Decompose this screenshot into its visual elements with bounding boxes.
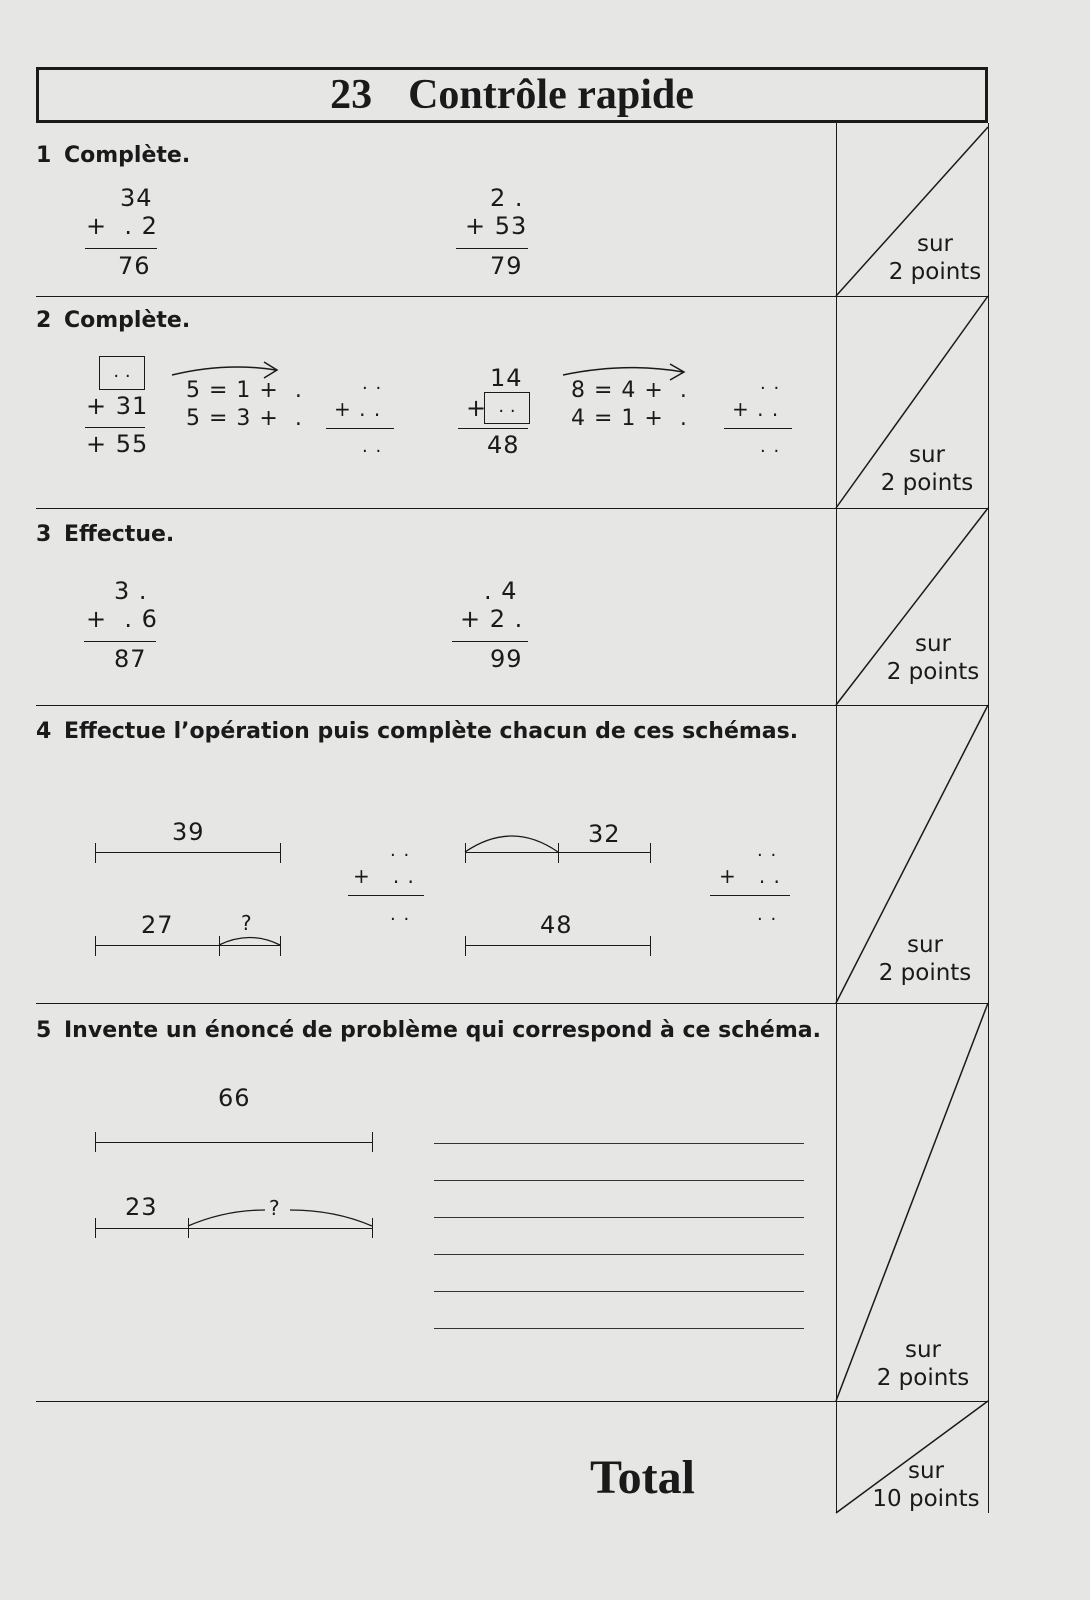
q4-right-calc-res: . . (757, 904, 778, 925)
answer-writing-line[interactable] (434, 1217, 804, 1218)
q2b-top: 14 (490, 364, 523, 392)
q2b-eq2: 4 = 1 + . (571, 406, 688, 431)
answer-writing-line[interactable] (434, 1254, 804, 1255)
tick (95, 1132, 96, 1152)
score-cell-1: sur 2 points (888, 231, 982, 285)
tick (95, 1218, 96, 1238)
tick (280, 936, 281, 956)
segment (95, 945, 281, 946)
q2b-calc-top: . . (760, 373, 781, 394)
q1b-addend: + 53 (465, 212, 528, 240)
sum-bar (452, 641, 528, 642)
question-5-heading: 5 Invente un énoncé de problème qui correspond à ce schéma. (36, 1018, 821, 1043)
exercise-title: Contrôle rapide (408, 72, 694, 118)
q4-left-bottom-value: 27 (141, 911, 174, 939)
q4-left-calc-mid: + . . (353, 864, 415, 888)
total-label: Total (590, 1451, 695, 1504)
sum-bar (326, 428, 394, 429)
q4-right-top-value: 32 (588, 820, 621, 848)
q2a-eq2: 5 = 3 + . (186, 406, 303, 431)
tick (95, 843, 96, 863)
q2b-calc-res: . . (760, 436, 781, 457)
q4-right-calc-mid: + . . (719, 864, 781, 888)
segment (95, 852, 281, 853)
q3a-addend: + . 6 (86, 605, 158, 633)
q3a-top: 3 . (114, 577, 148, 605)
score-cell-2: sur 2 points (880, 442, 974, 496)
answer-writing-line[interactable] (434, 1143, 804, 1144)
tick (372, 1132, 373, 1152)
answer-writing-line[interactable] (434, 1180, 804, 1181)
q4-right-calc-top: . . (757, 840, 778, 861)
question-2-heading: 2 Complète. (36, 308, 191, 333)
q4-right-bottom-value: 48 (540, 911, 573, 939)
q1b-top: 2 . (490, 184, 524, 212)
segment (95, 1142, 373, 1143)
q2a-answer-box[interactable]: . . (99, 356, 145, 390)
segment (465, 945, 651, 946)
answer-writing-line[interactable] (434, 1328, 804, 1329)
q1a-addend: + . 2 (86, 212, 158, 240)
tick (95, 936, 96, 956)
exercise-number: 23 (330, 72, 373, 118)
q4-left-calc-res: . . (390, 904, 411, 925)
score-cell-5: sur 2 points (876, 1337, 970, 1391)
question-3-heading: 3 Effectue. (36, 522, 175, 547)
q2a-addend: + 31 (86, 392, 149, 420)
q2a-calc-res: . . (362, 436, 383, 457)
tick (650, 936, 651, 956)
q4-left-calc-top: . . (390, 840, 411, 861)
question-1-heading: 1 Complète. (36, 143, 191, 168)
tick (219, 936, 220, 956)
q2a-calc-mid: + . . (334, 397, 382, 421)
tick (465, 936, 466, 956)
score-cell-4: sur 2 points (878, 932, 972, 986)
q2b-answer-box[interactable]: . . (484, 392, 530, 424)
sum-bar (710, 895, 790, 896)
question-4-heading: 4 Effectue l’opération puis complète chacun de ces schémas. (36, 719, 799, 744)
q4-left-question: ? (241, 911, 253, 935)
answer-writing-line[interactable] (434, 1291, 804, 1292)
sum-bar (724, 428, 792, 429)
q1a-top: 34 (120, 184, 153, 212)
score-cell-total: sur 10 points (872, 1458, 980, 1512)
tick (280, 843, 281, 863)
q1b-result: 79 (490, 252, 523, 280)
q3b-top: . 4 (484, 577, 518, 605)
sum-bar (85, 427, 145, 428)
q2b-calc-mid: + . . (732, 397, 780, 421)
q4-left-top-value: 39 (172, 818, 205, 846)
q2b-result: 48 (487, 431, 520, 459)
q2a-calc-top: . . (362, 373, 383, 394)
q5-bottom-value: 23 (125, 1193, 158, 1221)
q3a-result: 87 (114, 645, 147, 673)
sum-bar (456, 248, 528, 249)
tick (372, 1218, 373, 1238)
q3b-addend: + 2 . (460, 605, 524, 633)
q3b-result: 99 (490, 645, 523, 673)
segment (95, 1228, 373, 1229)
q2b-eq1: 8 = 4 + . (571, 378, 688, 403)
sum-bar (348, 895, 424, 896)
score-cell-3: sur 2 points (886, 631, 980, 685)
tick (650, 843, 651, 863)
q2b-plus: + (466, 394, 488, 422)
q5-top-value: 66 (218, 1084, 251, 1112)
sum-bar (84, 641, 156, 642)
tick (188, 1218, 189, 1238)
sum-bar (85, 248, 157, 249)
q1a-result: 76 (118, 252, 151, 280)
q2a-eq1: 5 = 1 + . (186, 378, 303, 403)
q5-question: ? (269, 1196, 281, 1220)
q2a-result: + 55 (86, 430, 149, 458)
tick (558, 843, 559, 863)
tick (465, 843, 466, 863)
sum-bar (458, 428, 528, 429)
